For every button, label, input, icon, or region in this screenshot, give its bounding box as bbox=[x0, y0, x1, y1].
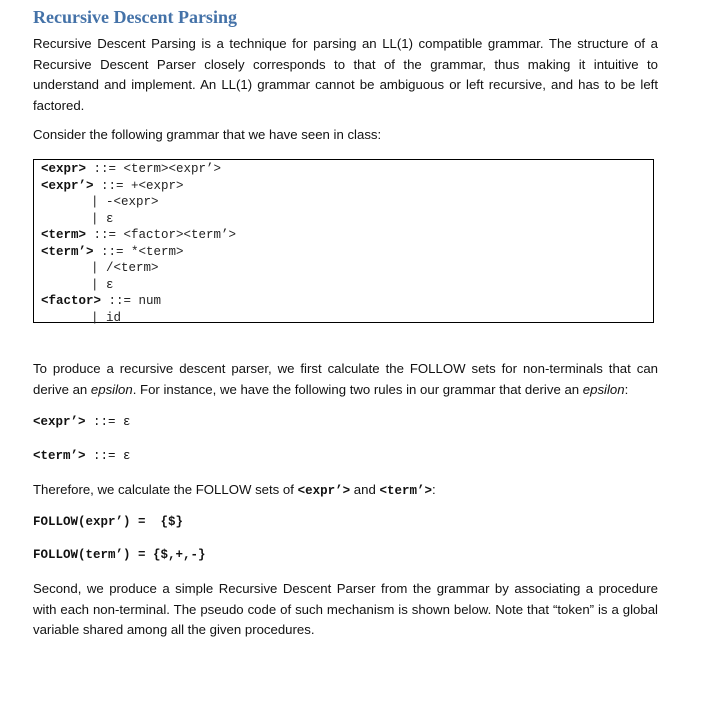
second-paragraph: Second, we produce a simple Recursive Descent Parser from the grammar by associating a procedure with each non-terminal. The pseudo code of such mechanism is shown below. Note that “token” is a global variable shared among all the given procedures. bbox=[33, 581, 658, 638]
epsilon-rule-term: <term’> ::= ε bbox=[33, 449, 131, 463]
grammar-rule-term: <term> ::= <factor><term’> bbox=[41, 228, 237, 242]
grammar-alt: | -<expr> bbox=[91, 195, 159, 209]
page-title: Recursive Descent Parsing bbox=[33, 7, 237, 27]
grammar-rule-expr-prime: <expr’> ::= +<expr> bbox=[41, 178, 184, 193]
epsilon-rule-expr: <expr’> ::= ε bbox=[33, 415, 131, 429]
document-page bbox=[33, 0, 658, 638]
grammar-alt: | ε bbox=[91, 277, 114, 292]
follow-intro-paragraph: To produce a recursive descent parser, we first calculate the FOLLOW sets for non-terminals that can derive an epsilon. For instance, we have the following two rules in our grammar that derive an epsilon: bbox=[33, 361, 658, 397]
grammar-alt: | ε bbox=[91, 211, 114, 226]
grammar-box bbox=[33, 159, 654, 323]
follow-set-term: FOLLOW(term’) = {$,+,-} bbox=[33, 548, 206, 562]
grammar-alt: | id bbox=[91, 310, 122, 325]
grammar-alt: | /<term> bbox=[91, 261, 159, 275]
intro-paragraph: Recursive Descent Parsing is a technique for parsing an LL(1) compatible grammar. The structure of a Recursive Descent Parser closely corresponds to that of the grammar, thus making it intuitive to understand and implement. An LL(1) grammar cannot be ambiguous or left recursive, and has to be left factored. bbox=[33, 36, 658, 114]
therefore-paragraph: Therefore, we calculate the FOLLOW sets of <expr’> and <term’>: bbox=[33, 482, 436, 498]
consider-paragraph: Consider the following grammar that we have seen in class: bbox=[33, 127, 382, 142]
grammar-rule-expr: <expr> ::= <term><expr’> bbox=[41, 162, 222, 176]
follow-set-expr: FOLLOW(expr’) = {$} bbox=[33, 515, 184, 529]
grammar-rule-factor: <factor> ::= num bbox=[41, 294, 162, 308]
grammar-rule-term-prime: <term’> ::= *<term> bbox=[41, 244, 184, 259]
